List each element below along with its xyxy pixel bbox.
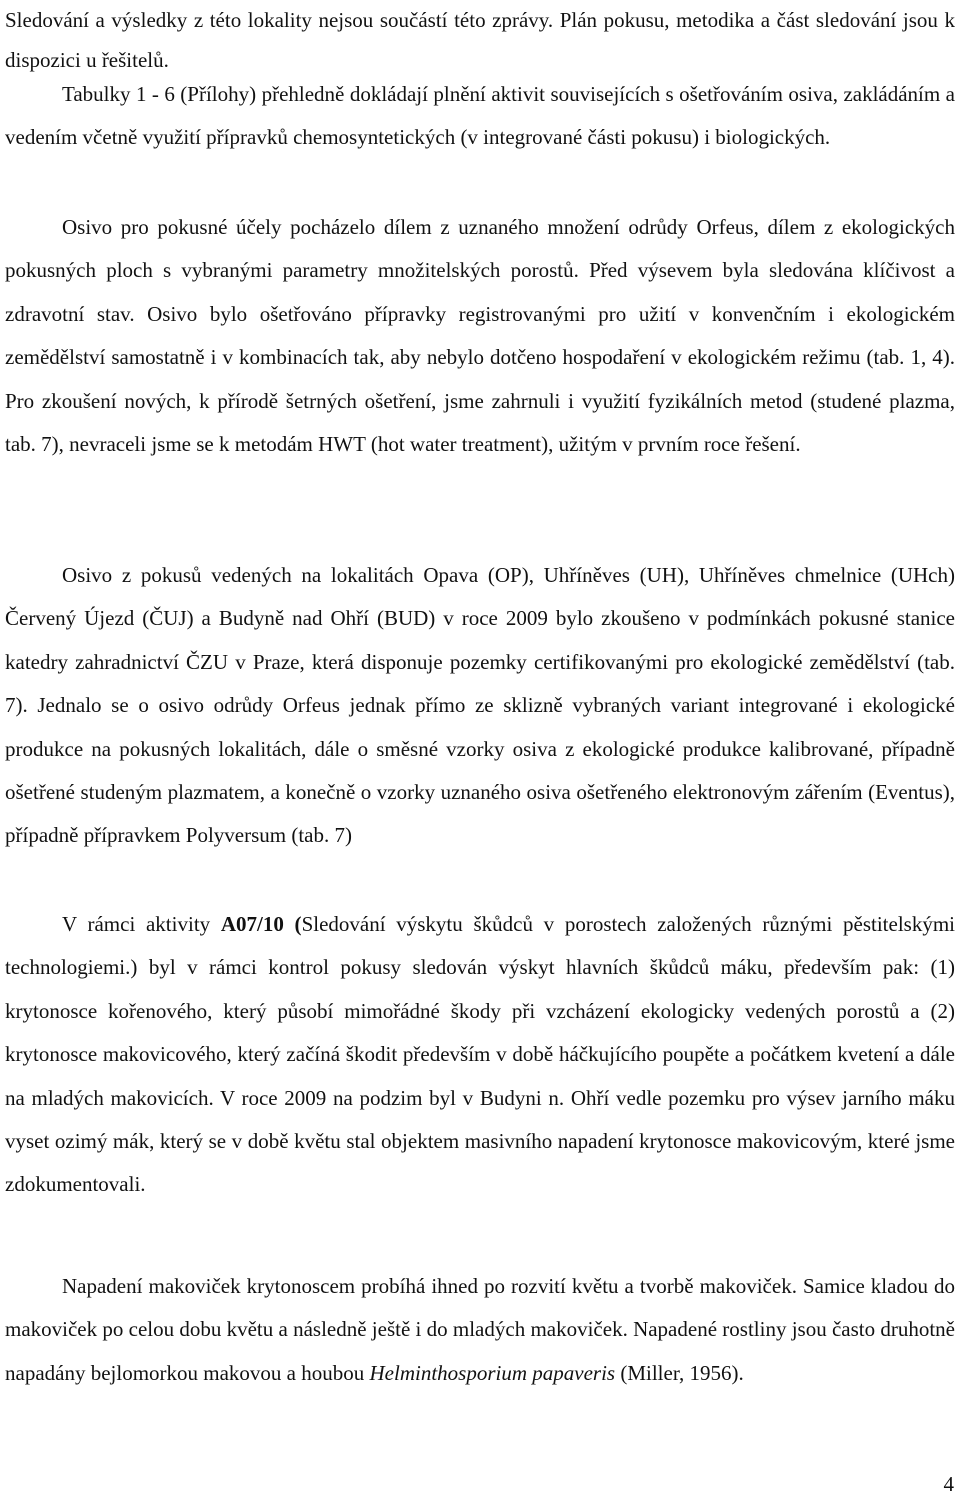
activity-code: A07/10 [220, 912, 284, 936]
activity-paren: ( [283, 912, 302, 936]
activity-text-before: V rámci aktivity [62, 912, 221, 936]
infestation-text: Napadení makoviček krytonoscem probíhá ihned po rozvití květu a tvorbě makoviček. Samice kladou do makoviček po celou dobu květu a následně ještě i do mladých makoviček. Napadené rostliny jsou často druhotně napadány bejlomorkou makovou a houbou [5, 1274, 955, 1385]
paragraph-activity [5, 903, 955, 1207]
paragraph-seed-testing: Osivo z pokusů vedených na lokalitách Opava (OP), Uhříněves (UH), Uhříněves chmelnice (UHch) Červený Újezd (ČUJ) a Budyně nad Ohří (BUD) v roce 2009 bylo zkoušeno v podmínkách pokusné stanice katedry zahradnictví ČZU v Praze, která disponuje pozemky certifikovanými pro ekologické zemědělství (tab. 7). Jednalo se o osivo odrůdy Orfeus jednak přímo ze sklizně vybraných variant integrované i ekologické produkce na pokusných lokalitách, dále o směsné vzorky osiva z ekologické produkce kalibrované, případně ošetřené studeným plazmatem, a konečně o vzorky uznaného osiva ošetřeného elektronovým zářením (Eventus), případně přípravkem Polyversum (tab. 7) [5, 563, 955, 848]
paragraph-intro: Sledování a výsledky z této lokality nejsou součástí této zprávy. Plán pokusu, metodika a část sledování jsou k dispozici u řešitelů. [5, 8, 955, 72]
paragraph-seed-origin: Osivo pro pokusné účely pocházelo dílem z uznaného množení odrůdy Orfeus, dílem z ekologických pokusných ploch s vybranými parametry množitelských porostů. Před výsevem byla sledována klíčivost a zdravotní stav. Osivo bylo ošetřováno přípravky registrovanými pro užití v konvenčním i ekologickém zemědělství samostatně i v kombinacích tak, aby nebylo dotčeno hospodaření v ekologickém režimu (tab. 1, 4). Pro zkoušení nových, k přírodě šetrných ošetření, jsme zahrnuli i využití fyzikálních metod (studené plazma, tab. 7), nevraceli jsme se k metodám HWT (hot water treatment), užitým v prvním roce řešení. [5, 215, 955, 457]
activity-text-after: Sledování výskytu škůdců v porostech založených různými pěstitelskými technologiemi.) byl v rámci kontrol pokusy sledován výskyt hlavních škůdců máku, především pak: (1) krytonosce kořenového, který působí mimořádné škody při vzcházení ekologicky vedených porostů a (2) krytonosce makovicového, který začíná škodit především v době háčkujícího poupěte a počátkem kvetení a dále na mladých makovicích. V roce 2009 na podzim byl v Budyni n. Ohří vedle pozemku pro výsev jarního máku vyset ozimý mák, který se v době květu stal objektem masivního napadení krytonosce makovicovým, které jsme zdokumentovali. [5, 912, 956, 1197]
species-name: Helminthosporium papaveris [369, 1360, 616, 1385]
page-number: 4 [943, 1472, 954, 1496]
paragraph-tables: Tabulky 1 - 6 (Přílohy) přehledně dokládají plnění aktivit souvisejících s ošetřováním osiva, zakládáním a vedením včetně využití přípravků chemosyntetických (v integrované části pokusu) i biologických. [5, 82, 955, 150]
paragraph-infestation [5, 1265, 955, 1395]
citation: (Miller, 1956). [615, 1360, 744, 1385]
